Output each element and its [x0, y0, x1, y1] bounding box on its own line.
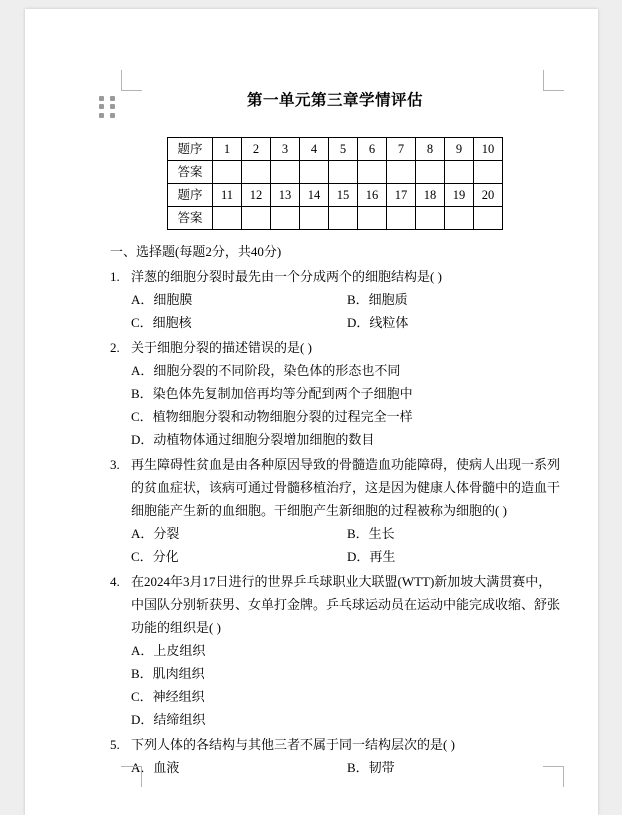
answer-cell[interactable]: [213, 207, 242, 230]
answer-cell[interactable]: [445, 161, 474, 184]
question-number-cell: 11: [213, 184, 242, 207]
question-number-cell: 19: [445, 184, 474, 207]
document-page: [25, 9, 598, 815]
question-number-cell: 4: [300, 138, 329, 161]
option-row: [110, 639, 560, 662]
question-number: 3.: [110, 457, 120, 472]
question-number-cell: 18: [416, 184, 445, 207]
option-item[interactable]: B．染色体先复制加倍再均等分配到两个子细胞中: [131, 386, 413, 401]
option-item[interactable]: A．细胞分裂的不同阶段，染色体的形态也不同: [131, 363, 401, 378]
answer-cell[interactable]: [329, 161, 358, 184]
option-row: [110, 685, 560, 708]
question-text: 关于细胞分裂的描述错误的是( ): [131, 340, 312, 355]
answer-cell[interactable]: [387, 207, 416, 230]
page-title: 第一单元第三章学情评估: [246, 92, 423, 109]
handle-dot: [110, 113, 115, 118]
option-list: [110, 288, 560, 334]
option-list: [110, 639, 560, 731]
question-text: 再生障碍性贫血是由各种原因导致的骨髓造血功能障碍，使病人出现一系列的贫血症状，该病可通过骨髓移植治疗，这是因为健康人体骨髓中的造血干细胞能产生新的血细胞。干细胞产生新细胞的过程被称为细胞的( ): [131, 457, 561, 518]
question-number-cell: 6: [358, 138, 387, 161]
handle-dot: [99, 96, 104, 101]
handle-dot: [99, 104, 104, 109]
option-list: [110, 756, 560, 779]
question-number-cell: 9: [445, 138, 474, 161]
option-item[interactable]: C．细胞核: [131, 315, 192, 330]
answer-cell[interactable]: [300, 161, 329, 184]
option-item[interactable]: A．分裂: [131, 526, 180, 541]
question-number-cell: 13: [271, 184, 300, 207]
crop-mark-top-right: [543, 70, 564, 91]
document-content: [110, 81, 560, 779]
question-stem: [110, 265, 560, 288]
question-number-cell: 12: [242, 184, 271, 207]
option-row: [110, 428, 560, 451]
question-number-cell: 16: [358, 184, 387, 207]
option-item[interactable]: C．植物细胞分裂和动物细胞分裂的过程完全一样: [131, 409, 413, 424]
question-number-cell: 7: [387, 138, 416, 161]
question-stem: [110, 336, 560, 359]
option-item[interactable]: D．动植物体通过细胞分裂增加细胞的数目: [131, 432, 375, 447]
table-row-header: 题序: [168, 138, 213, 161]
option-row: [110, 756, 560, 779]
option-item[interactable]: D．结缔组织: [131, 712, 206, 727]
option-list: [110, 522, 560, 568]
question-block: [110, 733, 560, 779]
option-item[interactable]: D．再生: [347, 549, 396, 564]
question-text: 洋葱的细胞分裂时最先由一个分成两个的细胞结构是( ): [131, 269, 442, 284]
option-item[interactable]: C．神经组织: [131, 689, 205, 704]
option-item[interactable]: D．线粒体: [347, 315, 409, 330]
table-row-header: 答案: [168, 161, 213, 184]
answer-cell[interactable]: [416, 207, 445, 230]
answer-cell[interactable]: [387, 161, 416, 184]
question-stem: [110, 733, 560, 756]
question-number-cell: 8: [416, 138, 445, 161]
question-text: 在2024年3月17日进行的世界乒乓球职业大联盟(WTT)新加坡大满贯赛中，中国队分别斩获男、女单打金牌。乒乓球运动员在运动中能完成收缩、舒张功能的组织是( ): [131, 574, 561, 635]
table-row-header: 题序: [168, 184, 213, 207]
question-number-cell: 3: [271, 138, 300, 161]
question-number-cell: 5: [329, 138, 358, 161]
answer-cell[interactable]: [242, 161, 271, 184]
question-number-cell: 20: [474, 184, 503, 207]
question-number: 1.: [110, 269, 120, 284]
table-row: [168, 207, 503, 230]
option-row: [110, 545, 560, 568]
answer-cell[interactable]: [474, 161, 503, 184]
answer-cell[interactable]: [445, 207, 474, 230]
answer-cell[interactable]: [329, 207, 358, 230]
question-number-cell: 10: [474, 138, 503, 161]
option-item[interactable]: C．分化: [131, 549, 179, 564]
table-row: [168, 161, 503, 184]
question-number-cell: 17: [387, 184, 416, 207]
option-row: [110, 522, 560, 545]
question-number: 2.: [110, 340, 120, 355]
answer-cell[interactable]: [358, 207, 387, 230]
section-heading: 一、选择题(每题2分，共40分): [110, 244, 282, 259]
table-row: [168, 184, 503, 207]
option-row: [110, 708, 560, 731]
drag-handle-icon[interactable]: [99, 96, 117, 118]
question-number-cell: 14: [300, 184, 329, 207]
answer-cell[interactable]: [300, 207, 329, 230]
option-row: [110, 405, 560, 428]
answer-cell[interactable]: [242, 207, 271, 230]
question-stem: [110, 570, 560, 639]
answer-sheet-table: [167, 137, 503, 230]
question-number-cell: 1: [213, 138, 242, 161]
crop-mark-bottom-left: [121, 766, 142, 787]
answer-cell[interactable]: [416, 161, 445, 184]
option-row: [110, 311, 560, 334]
question-text: 下列人体的各结构与其他三者不属于同一结构层次的是( ): [131, 737, 455, 752]
option-item[interactable]: B．肌肉组织: [131, 666, 205, 681]
option-row: [110, 359, 560, 382]
crop-mark-bottom-right: [543, 766, 564, 787]
table-row: [168, 138, 503, 161]
answer-cell[interactable]: [358, 161, 387, 184]
question-block: [110, 570, 560, 731]
question-number: 4.: [110, 574, 120, 589]
crop-mark-top-left: [121, 70, 142, 91]
answer-cell[interactable]: [213, 161, 242, 184]
handle-dot: [99, 113, 104, 118]
option-item[interactable]: A．上皮组织: [131, 643, 206, 658]
question-number-cell: 15: [329, 184, 358, 207]
option-item[interactable]: B．韧带: [347, 760, 395, 775]
option-row: [110, 662, 560, 685]
answer-cell[interactable]: [271, 161, 300, 184]
question-number-cell: 2: [242, 138, 271, 161]
question-block: [110, 336, 560, 451]
table-row-header: 答案: [168, 207, 213, 230]
option-item[interactable]: A．细胞膜: [131, 292, 193, 307]
option-item[interactable]: B．细胞质: [347, 292, 408, 307]
answer-cell[interactable]: [271, 207, 300, 230]
handle-dot: [110, 96, 115, 101]
handle-dot: [110, 104, 115, 109]
option-list: [110, 359, 560, 451]
question-stem: [110, 453, 560, 522]
option-item[interactable]: B．生长: [347, 526, 395, 541]
question-block: [110, 265, 560, 334]
questions-list: [110, 265, 560, 779]
question-number: 5.: [110, 737, 120, 752]
option-row: [110, 288, 560, 311]
option-row: [110, 382, 560, 405]
option-item[interactable]: A．血液: [131, 760, 180, 775]
answer-cell[interactable]: [474, 207, 503, 230]
question-block: [110, 453, 560, 568]
answer-sheet-table-wrapper: [110, 137, 560, 230]
